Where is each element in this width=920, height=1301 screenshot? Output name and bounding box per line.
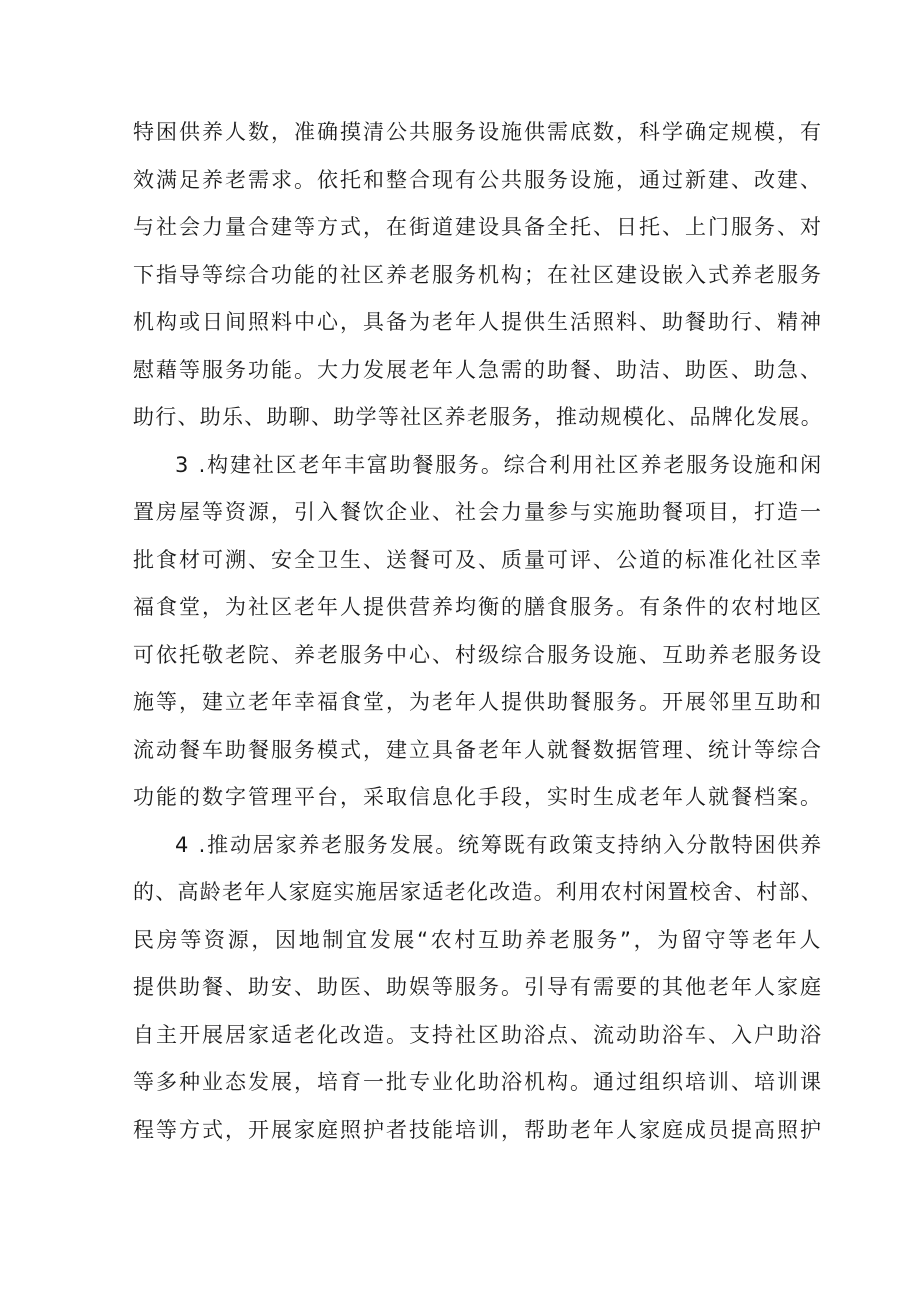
text-line: 助行、助乐、助聊、助学等社区养老服务，推动规模化、品牌化发展。 bbox=[133, 405, 823, 429]
text-line: 批食材可溯、安全卫生、送餐可及、质量可评、公道的标准化社区幸 bbox=[133, 547, 823, 572]
text-line: 功能的数字管理平台，采取信息化手段，实时生成老年人就餐档案。 bbox=[133, 785, 823, 809]
text-line: 慰藉等服务功能。大力发展老年人急需的助餐、助洁、助医、助急、 bbox=[133, 357, 823, 382]
section-4-heading-line: 4 .推动居家养老服务发展。统筹既有政策支持纳入分散特困供养 bbox=[175, 832, 823, 857]
text-line: 民房等资源，因地制宜发展“农村互助养老服务”，为留守等老年人 bbox=[133, 927, 823, 952]
text-line: 等多种业态发展，培育一批专业化助浴机构。通过组织培训、培训课 bbox=[133, 1070, 823, 1094]
text-line: 效满足养老需求。依托和整合现有公共服务设施，通过新建、改建、 bbox=[133, 167, 823, 192]
text-line: 机构或日间照料中心，具备为老年人提供生活照料、助餐助行、精神 bbox=[133, 310, 823, 334]
text-line: 下指导等综合功能的社区养老服务机构；在社区建设嵌入式养老服务 bbox=[133, 262, 823, 287]
text-line: 福食堂，为社区老年人提供营养均衡的膳食服务。有条件的农村地区 bbox=[133, 595, 823, 619]
text-line: 的、高龄老年人家庭实施居家适老化改造。利用农村闲置校舍、村部、 bbox=[133, 880, 823, 904]
text-line: 特困供养人数，准确摸清公共服务设施供需底数，科学确定规模，有 bbox=[133, 120, 823, 144]
text-line: 程等方式，开展家庭照护者技能培训，帮助老年人家庭成员提高照护 bbox=[133, 1117, 823, 1142]
document-body bbox=[133, 109, 823, 1154]
text-line: 置房屋等资源，引入餐饮企业、社会力量参与实施助餐项目，打造一 bbox=[133, 500, 823, 524]
text-line: 施等，建立老年幸福食堂，为老年人提供助餐服务。开展邻里互助和 bbox=[133, 690, 823, 714]
section-3-heading-line: 3 .构建社区老年丰富助餐服务。综合利用社区养老服务设施和闲 bbox=[175, 452, 823, 477]
text-line: 流动餐车助餐服务模式，建立具备老年人就餐数据管理、统计等综合 bbox=[133, 737, 823, 762]
text-line: 可依托敬老院、养老服务中心、村级综合服务设施、互助养老服务设 bbox=[133, 642, 823, 667]
text-line: 提供助餐、助安、助医、助娱等服务。引导有需要的其他老年人家庭 bbox=[133, 975, 823, 999]
text-line: 自主开展居家适老化改造。支持社区助浴点、流动助浴车、入户助浴 bbox=[133, 1022, 823, 1047]
text-line: 与社会力量合建等方式，在街道建设具备全托、日托、上门服务、对 bbox=[133, 215, 823, 239]
